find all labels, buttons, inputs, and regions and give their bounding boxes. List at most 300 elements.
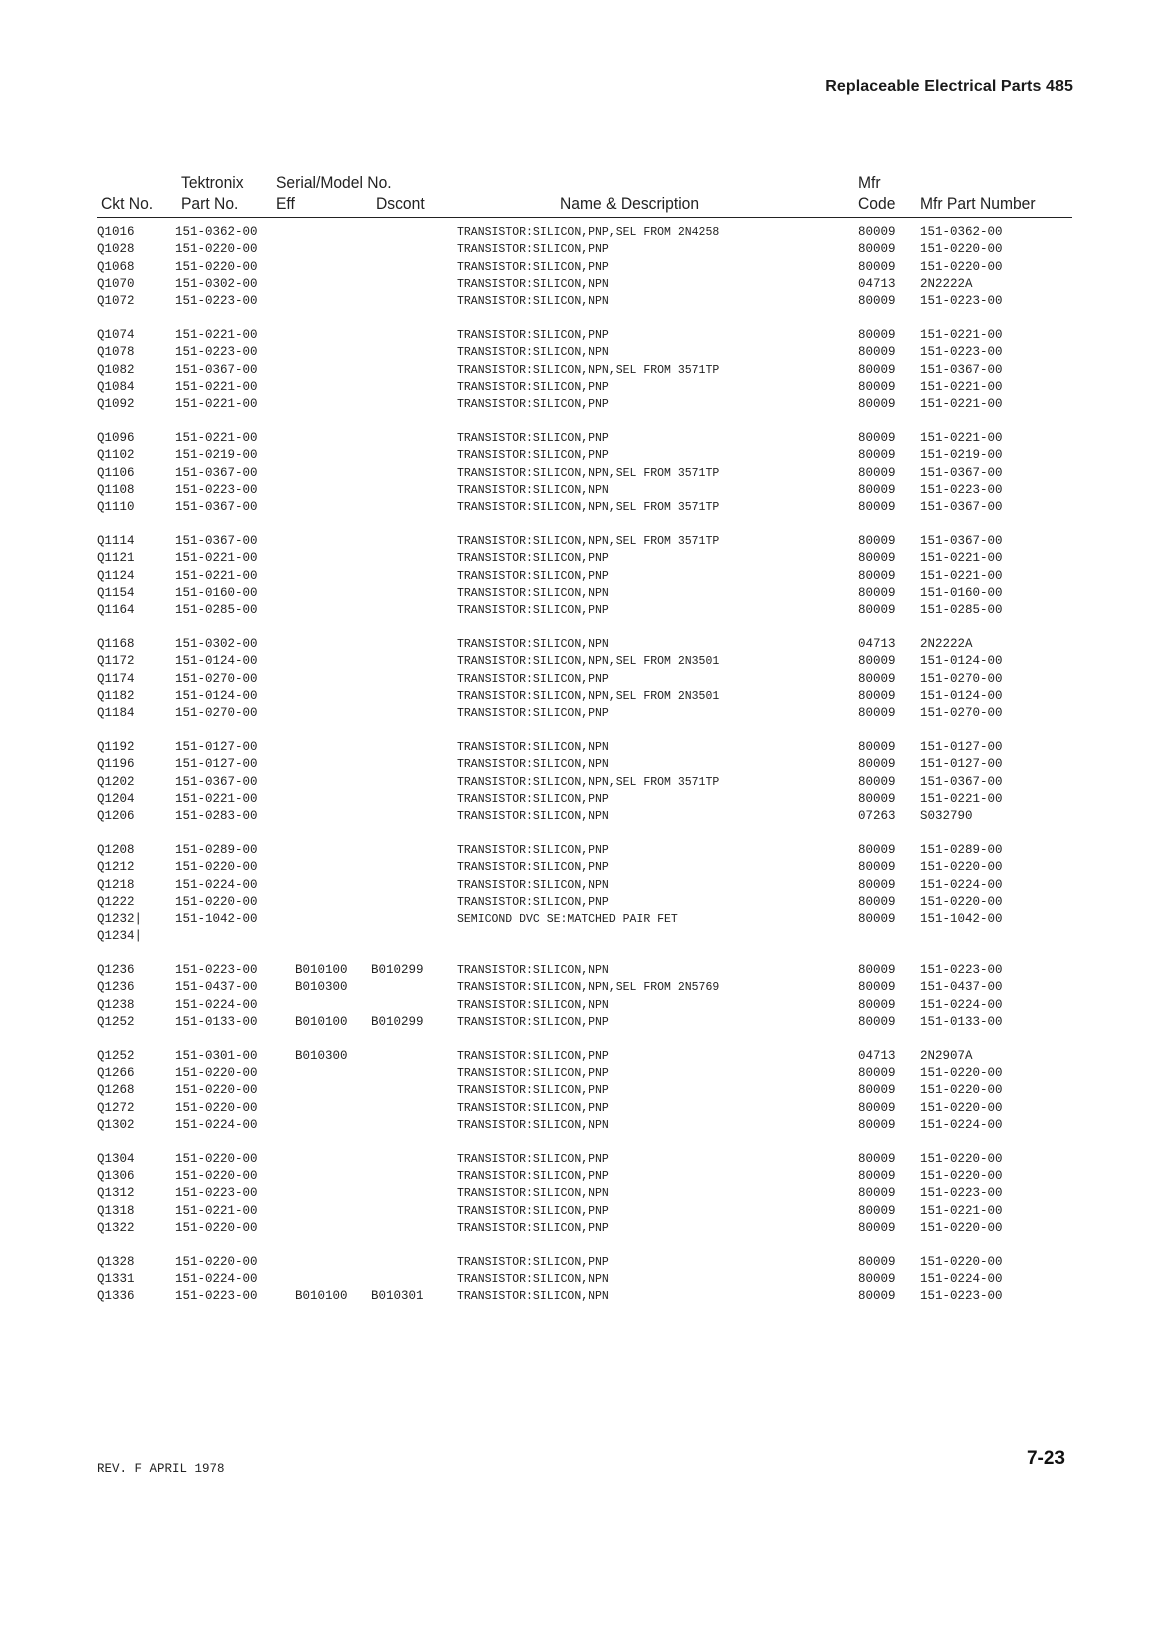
cell-mfr-code: 07263: [858, 809, 896, 824]
cell-ckt-no: Q1182: [97, 688, 135, 703]
cell-ckt-no: Q1302: [97, 1118, 135, 1133]
cell-ckt-no: Q1212: [97, 860, 135, 875]
cell-part-no: 151-0270-00: [175, 671, 258, 686]
cell-part-no: 151-0224-00: [175, 1118, 258, 1133]
table-row: [0, 842, 1153, 859]
cell-ckt-no: Q1202: [97, 774, 135, 789]
cell-part-no: 151-0220-00: [175, 242, 258, 257]
cell-part-no: 151-0221-00: [175, 379, 258, 394]
cell-part-no: 151-0221-00: [175, 568, 258, 583]
cell-part-no: 151-0124-00: [175, 688, 258, 703]
col-serial-line1: Serial/Model No.: [276, 173, 392, 192]
cell-description: TRANSISTOR:SILICON,PNP: [457, 1152, 609, 1166]
cell-mfr-code: 80009: [858, 1254, 896, 1269]
cell-part-no: 151-0223-00: [175, 963, 258, 978]
cell-mfr-code: 80009: [858, 362, 896, 377]
cell-part-no: 151-0224-00: [175, 1272, 258, 1287]
cell-description: TRANSISTOR:SILICON,PNP: [457, 843, 609, 857]
cell-mfr-part-number: 151-0124-00: [920, 654, 1003, 669]
col-name-description: Name & Description: [560, 194, 700, 213]
table-row: [0, 1100, 1153, 1117]
table-row: [0, 1254, 1153, 1271]
cell-ckt-no: Q1272: [97, 1100, 135, 1115]
cell-part-no: 151-0160-00: [175, 585, 258, 600]
cell-mfr-part-number: 151-0220-00: [920, 1169, 1003, 1184]
table-row: [0, 362, 1153, 379]
cell-ckt-no: Q1082: [97, 362, 135, 377]
table-row: [0, 636, 1153, 653]
cell-description: TRANSISTOR:SILICON,NPN,SEL FROM 3571TP: [457, 534, 720, 548]
cell-part-no: 151-0220-00: [175, 1169, 258, 1184]
cell-mfr-code: 80009: [858, 912, 896, 927]
cell-ckt-no: Q1092: [97, 397, 135, 412]
cell-part-no: 151-0220-00: [175, 1221, 258, 1236]
cell-ckt-no: Q1304: [97, 1151, 135, 1166]
cell-ckt-no: Q1336: [97, 1289, 135, 1304]
cell-ckt-no: Q1318: [97, 1203, 135, 1218]
cell-mfr-code: 80009: [858, 448, 896, 463]
table-row: [0, 447, 1153, 464]
cell-description: TRANSISTOR:SILICON,PNP: [457, 449, 609, 463]
cell-ckt-no: Q1184: [97, 706, 135, 721]
cell-part-no: 151-0302-00: [175, 276, 258, 291]
cell-ckt-no: Q1114: [97, 533, 135, 548]
cell-ckt-no: Q1268: [97, 1083, 135, 1098]
cell-eff: B010300: [295, 1048, 348, 1063]
cell-description: TRANSISTOR:SILICON,PNP: [457, 380, 609, 394]
cell-part-no: 151-0223-00: [175, 482, 258, 497]
cell-description: TRANSISTOR:SILICON,NPN: [457, 1187, 609, 1201]
cell-ckt-no: Q1074: [97, 327, 135, 342]
table-row: [0, 533, 1153, 550]
table-row: [0, 739, 1153, 756]
col-tektronix-line1: Tektronix: [181, 173, 244, 192]
table-row: [0, 430, 1153, 447]
cell-ckt-no: Q1016: [97, 225, 135, 239]
row-group: [0, 430, 1153, 516]
table-row: [0, 808, 1153, 825]
cell-mfr-part-number: 151-0289-00: [920, 842, 1003, 857]
page-number: 7-23: [1026, 1448, 1065, 1469]
cell-mfr-part-number: 151-0220-00: [920, 1254, 1003, 1269]
cell-description: TRANSISTOR:SILICON,NPN,SEL FROM 3571TP: [457, 363, 720, 377]
cell-part-no: 151-0127-00: [175, 739, 258, 754]
cell-description: TRANSISTOR:SILICON,PNP: [457, 398, 609, 412]
cell-description: TRANSISTOR:SILICON,NPN: [457, 1273, 609, 1287]
cell-mfr-code: 80009: [858, 465, 896, 480]
cell-ckt-no: Q1252: [97, 1048, 135, 1063]
row-group: [0, 739, 1153, 825]
cell-part-no: 151-0270-00: [175, 706, 258, 721]
parts-table: [0, 224, 1153, 1322]
table-row: [0, 756, 1153, 773]
cell-mfr-code: 80009: [858, 894, 896, 909]
cell-mfr-code: 80009: [858, 654, 896, 669]
table-row: [0, 602, 1153, 619]
cell-mfr-code: 80009: [858, 568, 896, 583]
col-mfr-part-number: Mfr Part Number: [920, 194, 1036, 213]
cell-description: TRANSISTOR:SILICON,PNP: [457, 895, 609, 909]
cell-part-no: 151-0127-00: [175, 757, 258, 772]
table-row: [0, 997, 1153, 1014]
table-row: [0, 859, 1153, 876]
cell-description: TRANSISTOR:SILICON,PNP: [457, 328, 609, 342]
cell-ckt-no: Q1306: [97, 1169, 135, 1184]
cell-part-no: 151-0220-00: [175, 1083, 258, 1098]
cell-part-no: 151-0220-00: [175, 259, 258, 274]
cell-ckt-no: Q1238: [97, 997, 135, 1012]
cell-mfr-part-number: 151-0285-00: [920, 603, 1003, 618]
cell-mfr-code: 80009: [858, 774, 896, 789]
row-group: [0, 224, 1153, 310]
cell-ckt-no: Q1174: [97, 671, 135, 686]
cell-mfr-code: 80009: [858, 1118, 896, 1133]
table-row: [0, 774, 1153, 791]
cell-ckt-no: Q1236: [97, 980, 135, 995]
table-row: [0, 671, 1153, 688]
cell-mfr-part-number: 151-0220-00: [920, 860, 1003, 875]
cell-mfr-code: 80009: [858, 1272, 896, 1287]
cell-mfr-part-number: 151-0223-00: [920, 345, 1003, 360]
cell-mfr-part-number: 151-0221-00: [920, 379, 1003, 394]
cell-description: TRANSISTOR:SILICON,NPN,SEL FROM 2N5769: [457, 981, 720, 995]
cell-description: TRANSISTOR:SILICON,PNP: [457, 260, 609, 274]
cell-mfr-code: 80009: [858, 500, 896, 515]
cell-description: TRANSISTOR:SILICON,NPN: [457, 878, 609, 892]
cell-ckt-no: Q1070: [97, 276, 135, 291]
col-dscont: Dscont: [376, 194, 425, 213]
col-mfr-line1: Mfr: [858, 173, 881, 192]
cell-ckt-no: Q1168: [97, 636, 135, 651]
cell-mfr-part-number: 151-0367-00: [920, 362, 1003, 377]
cell-mfr-part-number: 151-0221-00: [920, 1203, 1003, 1218]
cell-description: SEMICOND DVC SE:MATCHED PAIR FET: [457, 913, 678, 927]
table-row: [0, 482, 1153, 499]
cell-mfr-code: 80009: [858, 997, 896, 1012]
table-row: [0, 1014, 1153, 1031]
cell-mfr-part-number: 151-0124-00: [920, 688, 1003, 703]
cell-mfr-part-number: 151-0224-00: [920, 1118, 1003, 1133]
cell-mfr-part-number: 2N2222A: [920, 636, 973, 651]
table-row: [0, 1048, 1153, 1065]
cell-description: TRANSISTOR:SILICON,NPN: [457, 1290, 609, 1304]
cell-part-no: 151-0221-00: [175, 430, 258, 445]
row-group: [0, 962, 1153, 1031]
cell-description: TRANSISTOR:SILICON,PNP: [457, 792, 609, 806]
cell-description: TRANSISTOR:SILICON,PNP: [457, 1204, 609, 1218]
cell-ckt-no: Q1234|: [97, 929, 143, 944]
cell-ckt-no: Q1312: [97, 1186, 135, 1201]
cell-description: TRANSISTOR:SILICON,PNP: [457, 1049, 609, 1063]
cell-part-no: 151-0223-00: [175, 345, 258, 360]
cell-description: TRANSISTOR:SILICON,PNP: [457, 707, 609, 721]
cell-part-no: 151-0220-00: [175, 860, 258, 875]
cell-description: TRANSISTOR:SILICON,NPN,SEL FROM 3571TP: [457, 775, 720, 789]
cell-eff: B010100: [295, 1289, 348, 1304]
table-row: [0, 1151, 1153, 1168]
cell-description: TRANSISTOR:SILICON,NPN: [457, 483, 609, 497]
row-group: [0, 842, 1153, 946]
cell-ckt-no: Q1204: [97, 791, 135, 806]
row-group: [0, 636, 1153, 722]
cell-description: TRANSISTOR:SILICON,PNP: [457, 861, 609, 875]
cell-mfr-code: 80009: [858, 1169, 896, 1184]
cell-mfr-part-number: 151-0223-00: [920, 1186, 1003, 1201]
col-mfr-code: Code: [858, 194, 896, 213]
header-rule: [97, 217, 1072, 218]
cell-mfr-code: 80009: [858, 327, 896, 342]
cell-ckt-no: Q1072: [97, 294, 135, 309]
cell-part-no: 151-0224-00: [175, 877, 258, 892]
cell-mfr-part-number: 151-0437-00: [920, 980, 1003, 995]
cell-ckt-no: Q1206: [97, 809, 135, 824]
row-group: [0, 1048, 1153, 1134]
cell-mfr-code: 80009: [858, 1186, 896, 1201]
cell-ckt-no: Q1208: [97, 842, 135, 857]
cell-mfr-code: 80009: [858, 259, 896, 274]
cell-part-no: 151-0220-00: [175, 1151, 258, 1166]
cell-ckt-no: Q1084: [97, 379, 135, 394]
cell-ckt-no: Q1068: [97, 259, 135, 274]
cell-mfr-part-number: 151-0221-00: [920, 791, 1003, 806]
cell-mfr-code: 80009: [858, 1203, 896, 1218]
cell-mfr-part-number: 151-0270-00: [920, 671, 1003, 686]
cell-part-no: 151-0437-00: [175, 980, 258, 995]
table-row: [0, 1220, 1153, 1237]
cell-mfr-part-number: 151-0160-00: [920, 585, 1003, 600]
cell-description: TRANSISTOR:SILICON,NPN: [457, 758, 609, 772]
cell-part-no: 151-0220-00: [175, 1100, 258, 1115]
table-row: [0, 962, 1153, 979]
cell-mfr-part-number: 151-0367-00: [920, 500, 1003, 515]
cell-ckt-no: Q1322: [97, 1221, 135, 1236]
cell-description: TRANSISTOR:SILICON,PNP: [457, 1170, 609, 1184]
cell-mfr-code: 80009: [858, 379, 896, 394]
cell-mfr-part-number: 151-0220-00: [920, 1083, 1003, 1098]
cell-part-no: 151-0285-00: [175, 603, 258, 618]
cell-ckt-no: Q1218: [97, 877, 135, 892]
cell-description: TRANSISTOR:SILICON,PNP: [457, 1084, 609, 1098]
cell-ckt-no: Q1154: [97, 585, 135, 600]
cell-mfr-part-number: 151-0219-00: [920, 448, 1003, 463]
cell-ckt-no: Q1236: [97, 963, 135, 978]
cell-part-no: 151-0221-00: [175, 397, 258, 412]
cell-mfr-part-number: 151-0224-00: [920, 1272, 1003, 1287]
cell-ckt-no: Q1222: [97, 894, 135, 909]
cell-mfr-code: 80009: [858, 345, 896, 360]
cell-mfr-part-number: 151-0221-00: [920, 327, 1003, 342]
cell-description: TRANSISTOR:SILICON,NPN: [457, 637, 609, 651]
cell-mfr-part-number: 151-0220-00: [920, 894, 1003, 909]
cell-mfr-part-number: 151-0220-00: [920, 1221, 1003, 1236]
row-group: [0, 1151, 1153, 1237]
cell-part-no: 151-0302-00: [175, 636, 258, 651]
row-group: [0, 533, 1153, 619]
cell-eff: B010300: [295, 980, 348, 995]
cell-description: TRANSISTOR:SILICON,PNP: [457, 552, 609, 566]
cell-part-no: 151-1042-00: [175, 912, 258, 927]
cell-ckt-no: Q1028: [97, 242, 135, 257]
cell-description: TRANSISTOR:SILICON,PNP: [457, 1255, 609, 1269]
cell-ckt-no: Q1108: [97, 482, 135, 497]
table-row: [0, 327, 1153, 344]
cell-description: TRANSISTOR:SILICON,NPN: [457, 740, 609, 754]
cell-mfr-code: 04713: [858, 276, 896, 291]
cell-description: TRANSISTOR:SILICON,PNP: [457, 1101, 609, 1115]
table-row: [0, 568, 1153, 585]
cell-mfr-code: 80009: [858, 1066, 896, 1081]
table-row: [0, 911, 1153, 928]
table-row: [0, 550, 1153, 567]
table-row: [0, 1185, 1153, 1202]
table-row: [0, 224, 1153, 241]
cell-mfr-code: 80009: [858, 551, 896, 566]
cell-mfr-part-number: 151-0270-00: [920, 706, 1003, 721]
cell-description: TRANSISTOR:SILICON,NPN: [457, 346, 609, 360]
cell-part-no: 151-0223-00: [175, 294, 258, 309]
cell-part-no: 151-0289-00: [175, 842, 258, 857]
cell-part-no: 151-0223-00: [175, 1186, 258, 1201]
cell-mfr-code: 80009: [858, 671, 896, 686]
table-row: [0, 979, 1153, 996]
cell-mfr-part-number: 2N2222A: [920, 276, 973, 291]
table-row: [0, 293, 1153, 310]
cell-mfr-code: 80009: [858, 1015, 896, 1030]
cell-mfr-part-number: 151-0127-00: [920, 739, 1003, 754]
cell-mfr-code: 80009: [858, 688, 896, 703]
cell-part-no: 151-0301-00: [175, 1048, 258, 1063]
cell-ckt-no: Q1172: [97, 654, 135, 669]
cell-mfr-part-number: 151-0362-00: [920, 225, 1003, 239]
table-row: [0, 276, 1153, 293]
cell-mfr-code: 80009: [858, 242, 896, 257]
cell-description: TRANSISTOR:SILICON,NPN: [457, 998, 609, 1012]
cell-description: TRANSISTOR:SILICON,PNP: [457, 1067, 609, 1081]
cell-mfr-code: 80009: [858, 430, 896, 445]
cell-description: TRANSISTOR:SILICON,PNP: [457, 431, 609, 445]
cell-part-no: 151-0221-00: [175, 327, 258, 342]
cell-mfr-code: 80009: [858, 980, 896, 995]
cell-mfr-code: 80009: [858, 757, 896, 772]
col-ckt-no: Ckt No.: [101, 194, 154, 213]
cell-ckt-no: Q1124: [97, 568, 135, 583]
cell-ckt-no: Q1078: [97, 345, 135, 360]
cell-ckt-no: Q1266: [97, 1066, 135, 1081]
cell-description: TRANSISTOR:SILICON,PNP,SEL FROM 2N4258: [457, 226, 720, 239]
cell-ckt-no: Q1196: [97, 757, 135, 772]
cell-mfr-code: 80009: [858, 533, 896, 548]
page-header-title: Replaceable Electrical Parts 485: [825, 78, 1073, 95]
cell-part-no: 151-0367-00: [175, 774, 258, 789]
cell-mfr-code: 80009: [858, 397, 896, 412]
cell-mfr-part-number: 151-0223-00: [920, 482, 1003, 497]
table-row: [0, 894, 1153, 911]
col-eff: Eff: [276, 194, 295, 213]
cell-mfr-code: 80009: [858, 482, 896, 497]
cell-mfr-part-number: 151-0367-00: [920, 465, 1003, 480]
cell-mfr-part-number: 151-0223-00: [920, 1289, 1003, 1304]
cell-mfr-code: 80009: [858, 706, 896, 721]
cell-mfr-code: 80009: [858, 791, 896, 806]
table-row: [0, 688, 1153, 705]
cell-mfr-part-number: 151-0220-00: [920, 1066, 1003, 1081]
cell-mfr-code: 80009: [858, 1221, 896, 1236]
cell-part-no: 151-0367-00: [175, 362, 258, 377]
cell-ckt-no: Q1102: [97, 448, 135, 463]
cell-mfr-part-number: 151-0220-00: [920, 242, 1003, 257]
cell-mfr-part-number: 151-0221-00: [920, 551, 1003, 566]
cell-mfr-part-number: 151-0221-00: [920, 397, 1003, 412]
cell-ckt-no: Q1121: [97, 551, 135, 566]
cell-part-no: 151-0221-00: [175, 551, 258, 566]
cell-part-no: 151-0367-00: [175, 533, 258, 548]
cell-mfr-code: 80009: [858, 739, 896, 754]
cell-description: TRANSISTOR:SILICON,NPN: [457, 810, 609, 824]
cell-mfr-code: 80009: [858, 1100, 896, 1115]
table-row: [0, 1203, 1153, 1220]
cell-mfr-part-number: 151-0220-00: [920, 1151, 1003, 1166]
cell-part-no: 151-0220-00: [175, 1066, 258, 1081]
cell-description: TRANSISTOR:SILICON,NPN: [457, 295, 609, 309]
cell-description: TRANSISTOR:SILICON,NPN: [457, 586, 609, 600]
table-row: [0, 877, 1153, 894]
table-row: [0, 241, 1153, 258]
cell-ckt-no: Q1328: [97, 1254, 135, 1269]
cell-part-no: 151-0124-00: [175, 654, 258, 669]
table-row: [0, 379, 1153, 396]
table-row: [0, 705, 1153, 722]
cell-mfr-part-number: 2N2907A: [920, 1048, 973, 1063]
cell-description: TRANSISTOR:SILICON,NPN,SEL FROM 2N3501: [457, 689, 720, 703]
cell-ckt-no: Q1096: [97, 430, 135, 445]
cell-mfr-code: 04713: [858, 636, 896, 651]
cell-mfr-code: 04713: [858, 1048, 896, 1063]
cell-mfr-part-number: 151-0367-00: [920, 774, 1003, 789]
cell-mfr-part-number: 151-0220-00: [920, 259, 1003, 274]
cell-description: TRANSISTOR:SILICON,NPN,SEL FROM 3571TP: [457, 501, 720, 515]
cell-mfr-code: 80009: [858, 877, 896, 892]
table-row: [0, 396, 1153, 413]
cell-part-no: 151-0133-00: [175, 1015, 258, 1030]
cell-description: TRANSISTOR:SILICON,PNP: [457, 672, 609, 686]
cell-mfr-code: 80009: [858, 860, 896, 875]
cell-part-no: 151-0362-00: [175, 225, 258, 239]
table-row: [0, 585, 1153, 602]
cell-part-no: 151-0367-00: [175, 500, 258, 515]
cell-mfr-part-number: 151-0221-00: [920, 430, 1003, 445]
cell-mfr-part-number: 151-0221-00: [920, 568, 1003, 583]
cell-mfr-code: 80009: [858, 1289, 896, 1304]
cell-dscont: B010301: [371, 1289, 424, 1304]
cell-ckt-no: Q1106: [97, 465, 135, 480]
row-group: [0, 327, 1153, 413]
cell-mfr-part-number: 151-0223-00: [920, 294, 1003, 309]
cell-description: TRANSISTOR:SILICON,PNP: [457, 1222, 609, 1236]
cell-mfr-code: 80009: [858, 842, 896, 857]
cell-description: TRANSISTOR:SILICON,NPN,SEL FROM 2N3501: [457, 655, 720, 669]
cell-description: TRANSISTOR:SILICON,PNP: [457, 243, 609, 257]
col-part-no: Part No.: [181, 194, 239, 213]
cell-part-no: 151-0220-00: [175, 894, 258, 909]
cell-mfr-code: 80009: [858, 1151, 896, 1166]
cell-part-no: 151-0283-00: [175, 809, 258, 824]
table-row: [0, 1271, 1153, 1288]
cell-description: TRANSISTOR:SILICON,NPN: [457, 964, 609, 978]
cell-mfr-code: 80009: [858, 603, 896, 618]
table-row: [0, 653, 1153, 670]
table-row: [0, 1082, 1153, 1099]
table-row: [0, 344, 1153, 361]
